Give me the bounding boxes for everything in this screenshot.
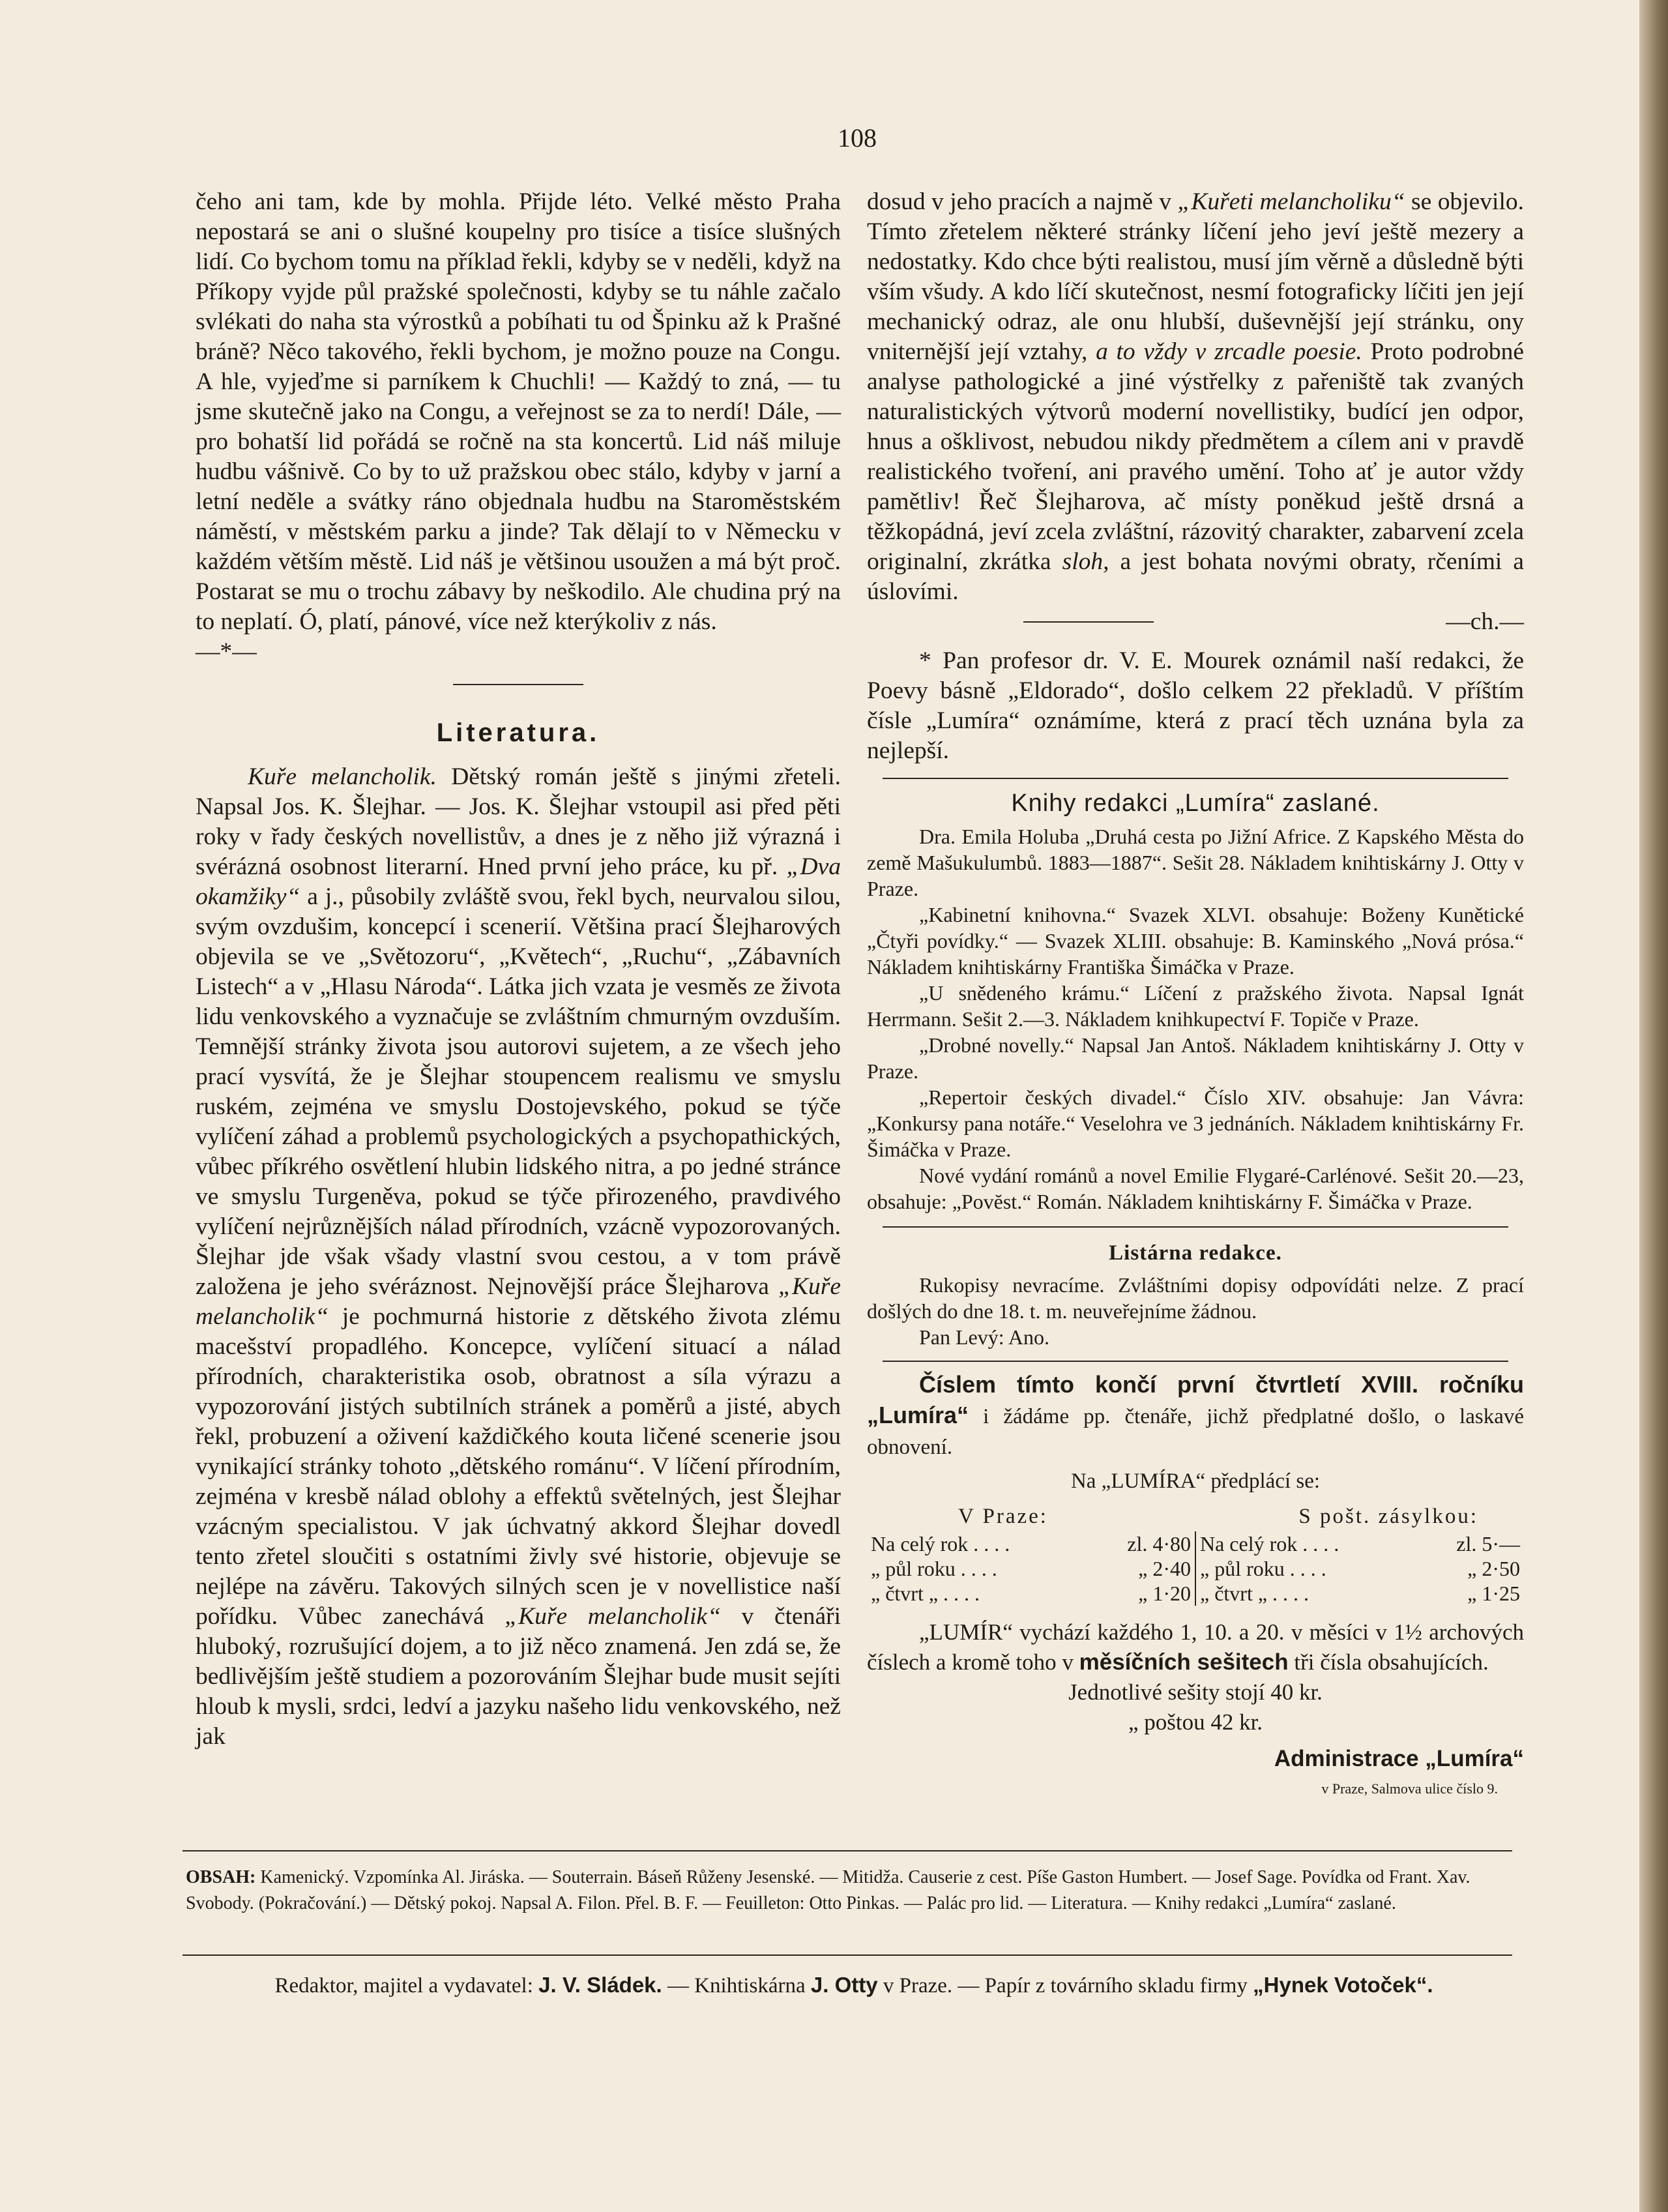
- cont-text-a: dosud v jeho pracích a najmě v: [867, 188, 1178, 215]
- emphasis-poesie: a to vždy v zrcadle poesie.: [1096, 338, 1362, 365]
- book-title-dva: „Dva okamžiky“: [196, 853, 841, 910]
- price-label: Na celý rok . . . .: [1199, 1532, 1339, 1556]
- col-praha: V Praze:: [958, 1505, 1048, 1528]
- listarna-body: [867, 1272, 1524, 1350]
- divider: [883, 1226, 1508, 1228]
- issue-info: [867, 1617, 1524, 1677]
- review-text-4: v čtenáři hluboký, rozrušující dojem, a to již něco znamená. Jen zdá se, že bedlivějším ještě studiem a pozorováním Šlejhar bude musit sejíti hloub k mysli, srdci, ledví a jazyku našeho lidu venkovského, než jak: [196, 1603, 841, 1750]
- books-heading: Knihy redakci „Lumíra“ zaslané.: [1011, 789, 1380, 817]
- divider: [1023, 621, 1154, 637]
- price-label: „ čtvrt „ . . . .: [871, 1582, 980, 1605]
- imprint-editor: J. V. Sládek.: [538, 1973, 662, 1997]
- subscribe-line: Na „LUMÍRA“ předplácí se:: [1070, 1469, 1321, 1493]
- list-item: Dra. Emila Holuba „Druhá cesta po Jižní Africe. Z Kapského Města do země Mašukulumbů. 1883—1887“. Sešit 28. Nákladem knihtiskárny J. Otty v Praze.: [867, 825, 1524, 900]
- divider: [883, 778, 1508, 779]
- administration: Administrace „Lumíra“: [1274, 1746, 1524, 1771]
- section-title: Literatura.: [436, 718, 600, 747]
- imprint-text: v Praze. — Papír z továrního skladu firmy: [877, 1974, 1253, 1998]
- list-item: „Repertoir českých divadel.“ Číslo XIV. obsahuje: Jan Vávra: „Konkursy pana notáře.“ Veselohra ve 3 jednáních. Nákladem knihtiskárny Fr. Šimáčka v Praze.: [867, 1085, 1524, 1161]
- price-value: zl. 5·—: [1456, 1532, 1520, 1556]
- imprint-paper: „Hynek Votoček“.: [1253, 1973, 1433, 1997]
- review-text-1: Dětský román ještě s jinými zřeteli. Napsal Jos. K. Šlejhar. — Jos. K. Šlejhar vstoupil asi před pěti roky v řady českých novellistův, a dnes je z něho již výrazná i svérázná osobnost literarní. Hned první jeho práce, ku př.: [196, 763, 841, 880]
- list-item: „Kabinetní knihovna.“ Svazek XLVI. obsahuje: Boženy Kunětické „Čtyři povídky.“ — Svazek XLIII. obsahuje: B. Kaminského „Nová prósa.“ Nákladem knihtiskárny Františka Šimáčka v Praze.: [867, 903, 1524, 979]
- list-item: „Drobné novelly.“ Napsal Jan Antoš. Nákladem knihtiskárny J. Otty v Praze.: [867, 1033, 1524, 1083]
- price-post: „ poštou 42 kr.: [1128, 1709, 1263, 1735]
- list-item: Nové vydání románů a novel Emilie Flygaré-Carlénové. Sešit 20.—23, obsahuje: „Povĕst.“ Román. Nákladem knihtiskárny F. Šimáčka v Praze.: [867, 1164, 1524, 1213]
- price-value: „ 2·40: [1087, 1556, 1195, 1581]
- book-title-kure-2: „Kuře melancholik“: [505, 1603, 721, 1630]
- right-column: [867, 187, 1524, 1804]
- emphasis-sloh: sloh,: [1062, 548, 1109, 575]
- imprint-printer: J. Otty: [810, 1973, 878, 1997]
- eldorado-note: * Pan profesor dr. V. E. Mourek oznámil naší redakci, že Poevy básně „Eldorado“, došlo celkem 22 překladů. V příštím čísle „Lumíra“ oznámíme, která z prací těch uznána byla za nejlepší.: [867, 647, 1524, 764]
- book-title-kureti: „Kuřeti melancholiku“: [1177, 188, 1405, 215]
- price-headers: [867, 1501, 1524, 1531]
- divider: [453, 684, 583, 685]
- imprint: [202, 1973, 1506, 1998]
- listarna-text: Rukopisy nevracíme. Zvláštními dopisy odpovídáti nelze. Z prací došlých do dne 18. t. m. neuveřejníme žádnou.: [867, 1273, 1524, 1323]
- signature-row: [867, 607, 1524, 637]
- intro-signature: —*—: [196, 638, 257, 665]
- intro-paragraph: čeho ani tam, kde by mohla. Přijde léto. Velké město Praha nepostará se ani o slušné koupelny pro tisíce a tisíce slušných lidí. Co bychom tomu na příklad řekli, kdyby se v neděli, když na Příkopy vyjde půl pražské společnosti, kdyby se tu náhle začalo svlékati do naha sta výrostků a pobíhati tu od Špinku až k Prašné bráně? Něco takového, řekli bychom, je možno pouze na Congu. A hle, vyjeďme si parníkem k Chuchli! — Každý to zná, — tu jsme skutečně jako na Congu, a veřejnost se za to nerdí! Dále, — pro bohatší lid pořádá se ročně na sta koncertů. Lid náš miluje hudbu vášnivě. Co by to už pražskou obec stálo, kdyby v jarní a letní neděle a svátky ráno objednala hudbu na Staroměstském náměstí, v městském parku a jinde? Tak dělají to v Německu v každém větším městě. Lid náš je většinou usoužen a má být proč. Postarat se mu o trochu zábavy by neškodilo. Ale chudina prý na to neplatí. Ó, platí, pánové, více než kterýkoliv z nás.: [196, 188, 841, 635]
- imprint-text: — Knihtiskárna: [662, 1974, 811, 1998]
- notice-heading: Číslem tímto končí první čtvrtletí XVIII. ročníku: [919, 1371, 1524, 1398]
- cont-text-c: se objevilo. Tímto zřetelem některé stránky líčení jeho jeví ještě mezery a nedostatky. Kdo chce býti realistou, musí jím věrně a důsledně býti vším všudy. A kdo líčí skutečnost, nesmí fotograficky líčiti jen její mechanický odraz, ale onu hlubší, duševnější její stránku, ony vniternější její vztahy,: [867, 188, 1525, 365]
- subscription-notice: [867, 1370, 1524, 1462]
- listarna-reply: Pan Levý: Ano.: [919, 1325, 1049, 1349]
- notice-lumira: „Lumíra“: [867, 1402, 969, 1428]
- table-of-contents: [186, 1865, 1509, 1917]
- cont-text-e: Proto podrobné analyse pathologické a jiné výstřelky z pařeniště tak zvaných naturalistických výtvorů moderní novellistiky, budící jen odpor, hnus a ošklivost, nebudou nikdy předmětem a cílem ani v pravdě realistického tvoření, ani pravého umění. Toho ať je autor vždy pamětliv! Řeč Šlejharova, ač místy poněkud ještě drsná a těžkopádná, jeví zcela zvláštní, rázovitý charakter, zabarvení zcela originalní, zkrátka: [867, 338, 1525, 575]
- book-title-kure: „Kuře melancholik“: [196, 1273, 841, 1330]
- table-row: [867, 1581, 1524, 1606]
- price-value: zl. 4·80: [1087, 1531, 1195, 1556]
- price-value: „ 1·25: [1467, 1582, 1520, 1605]
- imprint-text: Redaktor, majitel a vydavatel:: [274, 1974, 539, 1998]
- literature-review: [196, 762, 841, 1752]
- price-label: „ půl roku . . . .: [1199, 1557, 1326, 1580]
- page-number: 108: [838, 123, 877, 153]
- price-label: Na celý rok . . . .: [871, 1532, 1010, 1556]
- left-column: [196, 187, 841, 1752]
- notice-text: i žádáme pp. čtenáře, jichž předplatné došlo, o laskavé obnovení.: [867, 1405, 1524, 1459]
- cont-text-g: a jest bohata novými obraty, rčeními a úslovími.: [867, 548, 1524, 605]
- divider: [183, 1954, 1512, 1956]
- price-label: „ půl roku . . . .: [871, 1557, 997, 1580]
- price-label: „ čtvrt „ . . . .: [1199, 1582, 1310, 1605]
- divider: [883, 1361, 1508, 1362]
- table-row: [867, 1556, 1524, 1581]
- divider: [183, 1850, 1512, 1851]
- review-continuation: [867, 187, 1524, 607]
- col-posta: S pošt. zásylkou:: [1298, 1505, 1478, 1528]
- contents-text: Kamenický. Vzpomínka Al. Jiráska. — Souterrain. Báseň Růženy Jesenské. — Mitidža. Causerie z cest. Píše Gaston Humbert. — Josef Sage. Povídka od Frant. Xav. Svobody. (Pokračování.) — Dětský pokoj. Napsal A. Filon. Přel. B. F. — Feuilleton: Otto Pinkas. — Palác pro lid. — Literatura. — Knihy redakci „Lumíra“ zaslané.: [186, 1867, 1470, 1913]
- price-value: „ 2·50: [1467, 1557, 1520, 1580]
- listarna-heading: Listárna redakce.: [1109, 1241, 1282, 1265]
- issue-text-c: tři čísla obsahujících.: [1288, 1649, 1489, 1675]
- list-item: „U snědeného krámu.“ Líčení z pražského života. Napsal Ignát Herrmann. Sešit 2.—3. Nákladem knihkupectví F. Topiče v Praze.: [867, 981, 1524, 1031]
- table-row: [867, 1531, 1524, 1556]
- book-title: Kuře melancholik.: [248, 763, 437, 790]
- contents-label: OBSAH:: [186, 1867, 256, 1887]
- issue-text-a: „LUMÍR“ vychází každého 1, 10. a 20. v měsíci v 1½ archových číslech a kromě toho v: [867, 1619, 1524, 1675]
- price-table: [867, 1531, 1524, 1606]
- review-text-3: je pochmurná historie z dětského života zlému macešství propadlého. Koncepce, vylíčení situací a nálad přírodních, charakteristika osob, obratnost a síla výrazu a vypozorování jistých subtilních stránek a poměrů a jisté, abych řekl, probuzení a oživení každičkého kouta ličené scenerie jsou vynikající stránky tohoto „dětského románu“. V líčení přírodním, zejména v kresbě nálad oblohy a effektů světelných, jest Šlejhar vzácným specialistou. V jak úchvatný akkord Šlejhar dovedl tento zřetel sloučiti s ostatními živly své historie, objevuje se nejlépe na závěru. Takových silných scen je v novellistice naší pořídku. Vůbec zanechává: [196, 1303, 841, 1630]
- review-text-2: a j., působily zvláště svou, řekl bych, neurvalou silou, svým ovzdušim, koncepcí i scenerií. Většina prací Šlejharových objevila se ve „Světozoru“, „Květech“, „Ruchu“, „Zábavních Listech“ a v „Hlasu Národa“. Látka jich vzata je vesměs ze života lidu venkovského a vyznačuje se zvláštním chmurným ovzduším. Temnější stránky života jsou autorovi sujetem, a ze všech jeho prací vysvítá, že je Šlejhar stoupencem realismu ve smyslu ruském, zejména ve smyslu Dostojevského, pokud se týče vylíčení záhad a problemů psychologických a psychopathických, vůbec příkrého osvětlení hlubin lidského nitra, a po jedné stránce ve smyslu Turgeněva, pokud se týče přirozeného, pravdivého vylíčení nejrůznějších nálad přírodních, vzácně vypozorovaných. Šlejhar jde však všady vlastní svou cestou, a v tom právě založena je jeho svéráznost. Nejnovější práce Šlejharova: [196, 883, 841, 1300]
- books-list: [867, 823, 1524, 1215]
- review-signature: —ch.—: [1446, 608, 1524, 635]
- price-value: „ 1·20: [1087, 1581, 1195, 1606]
- book-spine-edge: [1639, 0, 1668, 2212]
- issue-text-bold: měsíčních sešitech: [1079, 1649, 1289, 1675]
- price-single: Jednotlivé sešity stojí 40 kr.: [1068, 1679, 1323, 1705]
- address: v Praze, Salmova ulice číslo 9.: [1321, 1780, 1498, 1797]
